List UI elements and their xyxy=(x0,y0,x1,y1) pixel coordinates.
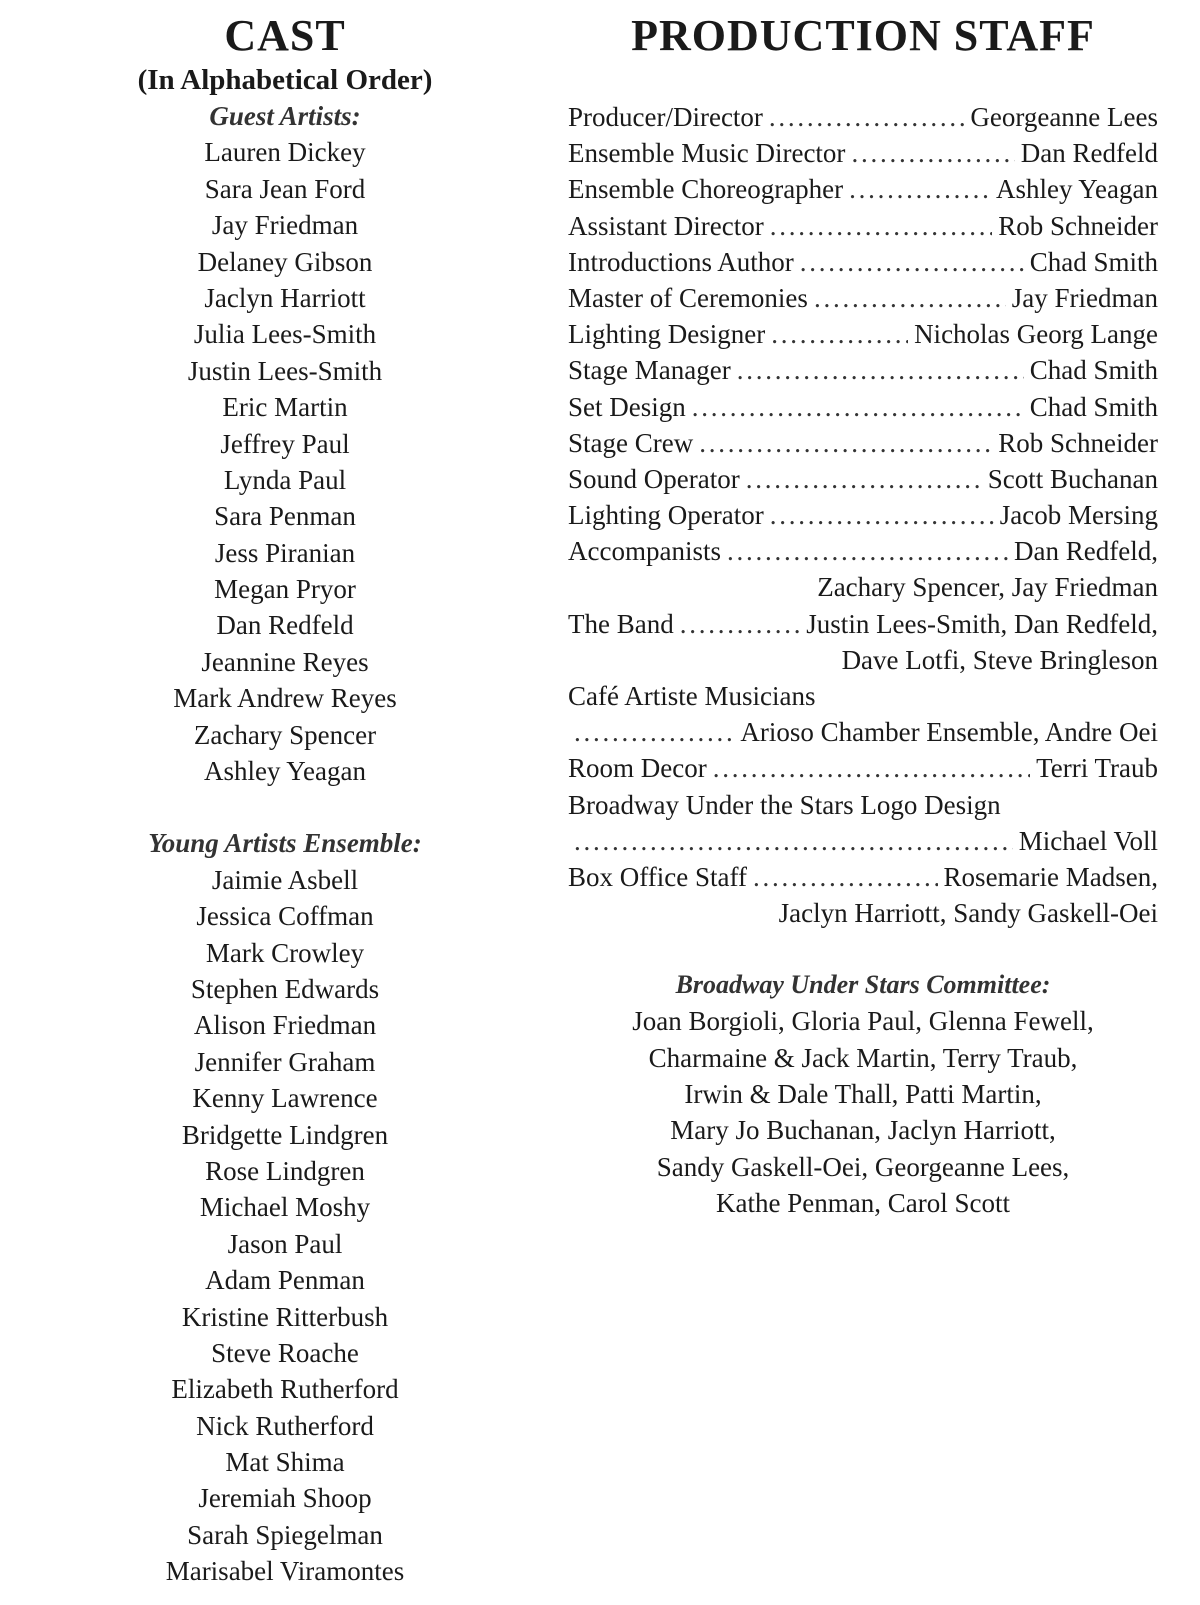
cast-member-name: Jeannine Reyes xyxy=(201,646,369,677)
cast-member-name: Sarah Spiegelman xyxy=(187,1519,383,1550)
cast-member-name: Elizabeth Rutherford xyxy=(171,1374,399,1405)
staff-role: Box Office Staff xyxy=(568,861,747,892)
staff-line-continuation: Dave Lotfi, Steve Bringleson xyxy=(841,644,1158,675)
young-artists-title: Young Artists Ensemble: xyxy=(148,828,422,859)
staff-role: Ensemble Music Director xyxy=(568,138,846,169)
staff-line xyxy=(568,208,1158,244)
staff-person: Chad Smith xyxy=(1029,246,1158,277)
dot-leader xyxy=(814,280,1006,316)
dot-leader xyxy=(680,606,801,642)
cast-member-name: Jennifer Graham xyxy=(194,1046,376,1077)
staff-person: Dan Redfeld, xyxy=(1014,536,1158,567)
cast-member-name: Steve Roache xyxy=(211,1337,359,1368)
staff-line-continuation: Jaclyn Harriott, Sandy Gaskell-Oei xyxy=(778,898,1158,929)
staff-person: Rob Schneider xyxy=(998,210,1158,241)
staff-role: Set Design xyxy=(568,391,686,422)
cast-member-name: Jay Friedman xyxy=(211,210,359,241)
cast-member-name: Delaney Gibson xyxy=(197,246,373,277)
cast-member-name: Lynda Paul xyxy=(223,464,347,495)
staff-role: The Band xyxy=(568,608,674,639)
cast-member-name: Jaimie Asbell xyxy=(211,864,359,895)
staff-person: Georgeanne Lees xyxy=(970,102,1158,132)
staff-person: Chad Smith xyxy=(1029,355,1158,386)
staff-person: Scott Buchanan xyxy=(987,463,1158,494)
staff-line xyxy=(568,244,1158,280)
young-artists-list xyxy=(60,862,510,1590)
dot-leader xyxy=(692,389,1024,425)
cast-member-name: Mat Shima xyxy=(225,1447,345,1478)
dot-leader xyxy=(574,823,1013,859)
staff-line xyxy=(568,750,1158,786)
cast-member-name: Nick Rutherford xyxy=(196,1410,374,1441)
staff-role: Introductions Author xyxy=(568,246,794,277)
staff-person: Jacob Mersing xyxy=(999,500,1158,531)
staff-line xyxy=(568,714,1158,750)
staff-line xyxy=(568,461,1158,497)
cast-member-name: Sara Jean Ford xyxy=(204,173,366,204)
cast-member-name: Mark Andrew Reyes xyxy=(173,683,397,714)
staff-person: Ashley Yeagan xyxy=(996,174,1158,205)
cast-member-name: Eric Martin xyxy=(222,392,348,423)
staff-role: Stage Manager xyxy=(568,355,731,386)
staff-person: Arioso Chamber Ensemble, Andre Oei xyxy=(740,717,1158,748)
cast-member-name: Jason Paul xyxy=(227,1228,343,1259)
staff-person: Terri Traub xyxy=(1036,753,1158,784)
production-staff-column xyxy=(568,0,1158,1222)
cast-member-name: Bridgette Lindgren xyxy=(181,1119,389,1150)
staff-line xyxy=(568,497,1158,533)
committee-section xyxy=(568,967,1158,1221)
staff-line xyxy=(568,389,1158,425)
dot-leader xyxy=(771,316,908,352)
dot-leader xyxy=(800,244,1024,280)
dot-leader xyxy=(713,750,1030,786)
cast-member-name: Jeremiah Shoop xyxy=(198,1483,372,1514)
dot-leader xyxy=(770,497,994,533)
staff-role: Master of Ceremonies xyxy=(568,282,808,313)
committee-member-line: Mary Jo Buchanan, Jaclyn Harriott, xyxy=(670,1115,1056,1146)
staff-person: Rob Schneider xyxy=(998,427,1158,458)
staff-role: Lighting Operator xyxy=(568,500,764,531)
cast-member-name: Sara Penman xyxy=(214,501,356,532)
cast-member-name: Kristine Ritterbush xyxy=(181,1301,389,1332)
staff-line-continuation: Zachary Spencer, Jay Friedman xyxy=(817,572,1158,603)
staff-line xyxy=(568,135,1158,171)
cast-member-name: Megan Pryor xyxy=(214,574,356,605)
staff-line xyxy=(568,606,1158,642)
staff-line xyxy=(568,425,1158,461)
committee-member-line: Irwin & Dale Thall, Patti Martin, xyxy=(684,1079,1042,1110)
cast-column xyxy=(60,0,510,1590)
cast-member-name: Alison Friedman xyxy=(193,1010,377,1041)
staff-role: Producer/Director xyxy=(568,102,763,132)
guest-artists-title: Guest Artists: xyxy=(209,101,361,131)
staff-person: Michael Voll xyxy=(1018,825,1158,856)
cast-member-name: Jeffrey Paul xyxy=(220,428,350,459)
dot-leader xyxy=(753,859,938,895)
section-spacer xyxy=(60,789,510,825)
committee-member-line: Charmaine & Jack Martin, Terry Traub, xyxy=(648,1042,1078,1073)
staff-person: Rosemarie Madsen, xyxy=(943,861,1158,892)
cast-member-name: Ashley Yeagan xyxy=(204,756,366,787)
staff-role: Ensemble Choreographer xyxy=(568,174,844,205)
cast-member-name: Lauren Dickey xyxy=(204,137,366,168)
dot-leader xyxy=(769,99,964,135)
dot-leader xyxy=(851,135,1014,171)
staff-line xyxy=(568,352,1158,388)
committee-member-line: Sandy Gaskell-Oei, Georgeanne Lees, xyxy=(656,1151,1070,1182)
staff-person: Dan Redfeld xyxy=(1020,138,1158,169)
cast-member-name: Michael Moshy xyxy=(199,1192,371,1223)
staff-line xyxy=(568,823,1158,859)
cast-member-name: Stephen Edwards xyxy=(190,973,380,1004)
staff-heading: PRODUCTION STAFF xyxy=(631,11,1095,60)
staff-role: Sound Operator xyxy=(568,463,740,494)
cast-member-name: Zachary Spencer xyxy=(193,719,377,750)
dot-leader xyxy=(770,208,993,244)
staff-line xyxy=(568,316,1158,352)
cast-member-name: Jess Piranian xyxy=(214,537,356,568)
staff-person: Chad Smith xyxy=(1029,391,1158,422)
staff-line xyxy=(568,533,1158,569)
cast-member-name: Jessica Coffman xyxy=(196,901,374,932)
staff-line xyxy=(568,280,1158,316)
committee-lines xyxy=(568,1003,1158,1221)
committee-member-line: Kathe Penman, Carol Scott xyxy=(716,1188,1010,1219)
dot-leader xyxy=(727,533,1008,569)
staff-role: Room Decor xyxy=(568,753,707,784)
dot-leader xyxy=(849,171,990,207)
staff-person: Nicholas Georg Lange xyxy=(914,319,1158,350)
cast-member-name: Adam Penman xyxy=(205,1265,365,1296)
dot-leader xyxy=(699,425,992,461)
staff-role: Broadway Under the Stars Logo Design xyxy=(568,789,1001,820)
staff-line xyxy=(568,171,1158,207)
cast-member-name: Mark Crowley xyxy=(205,937,365,968)
staff-line xyxy=(568,99,1158,135)
staff-line xyxy=(568,859,1158,895)
staff-role: Café Artiste Musicians xyxy=(568,681,816,711)
cast-member-name: Jaclyn Harriott xyxy=(204,282,366,313)
dot-leader xyxy=(746,461,982,497)
staff-role: Assistant Director xyxy=(568,210,764,241)
staff-role: Accompanists xyxy=(568,536,721,567)
cast-member-name: Rose Lindgren xyxy=(205,1155,365,1186)
dot-leader xyxy=(574,714,734,750)
cast-heading: CAST xyxy=(224,11,346,60)
staff-list xyxy=(568,99,1158,931)
dot-leader xyxy=(737,352,1024,388)
cast-subheading: (In Alphabetical Order) xyxy=(137,64,433,96)
cast-member-name: Julia Lees-Smith xyxy=(193,319,377,350)
staff-role: Stage Crew xyxy=(568,427,694,458)
committee-member-line: Joan Borgioli, Gloria Paul, Glenna Fewell, xyxy=(632,1006,1094,1037)
staff-main-lines xyxy=(568,99,1158,569)
cast-member-name: Marisabel Viramontes xyxy=(165,1556,405,1587)
committee-title: Broadway Under Stars Committee: xyxy=(675,970,1051,1000)
cast-member-name: Dan Redfeld xyxy=(216,610,354,641)
staff-person: Justin Lees-Smith, Dan Redfeld, xyxy=(806,608,1158,639)
cast-member-name: Kenny Lawrence xyxy=(192,1083,378,1114)
cast-member-name: Justin Lees-Smith xyxy=(187,355,383,386)
guest-artists-list xyxy=(60,134,510,789)
staff-role: Lighting Designer xyxy=(568,319,766,350)
staff-person: Jay Friedman xyxy=(1011,282,1158,313)
